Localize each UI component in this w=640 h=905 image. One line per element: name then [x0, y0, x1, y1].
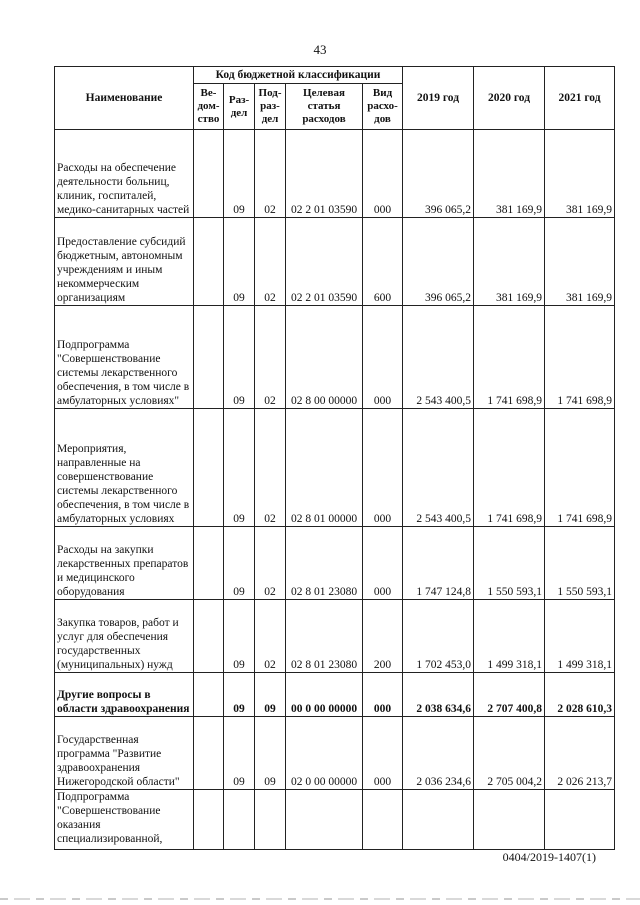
row-2021: 1 741 698,9	[545, 409, 615, 527]
row-vid: 000	[363, 673, 403, 717]
row-target: 02 2 01 03590	[286, 218, 363, 306]
scan-edge-artifact	[0, 898, 640, 900]
header-target: Целевая статья расходов	[286, 84, 363, 130]
header-vid: Вид расхо- дов	[363, 84, 403, 130]
row-razdel: 09	[224, 306, 255, 409]
row-2019: 396 065,2	[403, 130, 474, 218]
row-razdel: 09	[224, 673, 255, 717]
row-podrazdel: 02	[255, 527, 286, 600]
header-2021: 2021 год	[545, 67, 615, 130]
row-target: 02 2 01 03590	[286, 130, 363, 218]
row-2021	[545, 790, 615, 850]
row-2019: 1 747 124,8	[403, 527, 474, 600]
row-2021: 2 026 213,7	[545, 717, 615, 790]
row-podrazdel: 02	[255, 409, 286, 527]
row-razdel: 09	[224, 409, 255, 527]
row-target: 02 8 01 23080	[286, 527, 363, 600]
header-name: Наименование	[55, 67, 194, 130]
row-vid: 000	[363, 409, 403, 527]
page-number: 43	[313, 42, 327, 57]
row-target: 02 8 01 23080	[286, 600, 363, 673]
row-vid: 000	[363, 717, 403, 790]
row-name: Мероприятия, направленные на совершенствование системы лекарственного обеспечения, в том числе в амбулаторных условиях	[55, 409, 194, 527]
row-razdel: 09	[224, 527, 255, 600]
row-2020: 2 705 004,2	[474, 717, 545, 790]
row-vedomstvo	[194, 130, 224, 218]
row-2019	[403, 790, 474, 850]
row-name: Государственная программа "Развитие здравоохранения Нижегородской области"	[55, 717, 194, 790]
row-name: Закупка товаров, работ и услуг для обеспечения государственных (муниципальных) нужд	[55, 600, 194, 673]
row-2021: 381 169,9	[545, 218, 615, 306]
row-name: Расходы на обеспечение деятельности больниц, клиник, госпиталей, медико-санитарных частей	[55, 130, 194, 218]
row-vid: 600	[363, 218, 403, 306]
row-2019: 396 065,2	[403, 218, 474, 306]
row-podrazdel: 02	[255, 600, 286, 673]
row-name: Подпрограмма "Совершенствование системы лекарственного обеспечения, в том числе в амбулаторных условиях"	[55, 306, 194, 409]
row-2021: 381 169,9	[545, 130, 615, 218]
row-target: 02 8 00 00000	[286, 306, 363, 409]
table-row	[55, 306, 615, 409]
row-vid: 000	[363, 527, 403, 600]
row-vid: 200	[363, 600, 403, 673]
row-2020: 2 707 400,8	[474, 673, 545, 717]
row-2019: 2 543 400,5	[403, 306, 474, 409]
row-vedomstvo	[194, 717, 224, 790]
row-2021: 2 028 610,3	[545, 673, 615, 717]
row-vedomstvo	[194, 218, 224, 306]
row-2019: 1 702 453,0	[403, 600, 474, 673]
row-podrazdel: 09	[255, 673, 286, 717]
row-razdel: 09	[224, 717, 255, 790]
table-row	[55, 600, 615, 673]
row-podrazdel: 09	[255, 717, 286, 790]
row-podrazdel: 02	[255, 130, 286, 218]
row-2020	[474, 790, 545, 850]
row-2020: 381 169,9	[474, 130, 545, 218]
row-target	[286, 790, 363, 850]
row-2020: 1 741 698,9	[474, 409, 545, 527]
row-target: 00 0 00 00000	[286, 673, 363, 717]
table-row	[55, 717, 615, 790]
header-2020: 2020 год	[474, 67, 545, 130]
row-2020: 1 550 593,1	[474, 527, 545, 600]
row-podrazdel	[255, 790, 286, 850]
header-vedomstvo: Ве- дом- ство	[194, 84, 224, 130]
row-vedomstvo	[194, 673, 224, 717]
table-row	[55, 673, 615, 717]
table-row	[55, 130, 615, 218]
row-vid	[363, 790, 403, 850]
row-2021: 1 499 318,1	[545, 600, 615, 673]
table-row	[55, 527, 615, 600]
row-2020: 1 741 698,9	[474, 306, 545, 409]
row-vedomstvo	[194, 306, 224, 409]
row-2019: 2 543 400,5	[403, 409, 474, 527]
row-razdel	[224, 790, 255, 850]
header-razdel: Раз- дел	[224, 84, 255, 130]
table-row	[55, 218, 615, 306]
row-name: Расходы на закупки лекарственных препаратов и медицинского оборудования	[55, 527, 194, 600]
row-vedomstvo	[194, 790, 224, 850]
row-target: 02 0 00 00000	[286, 717, 363, 790]
row-name: Другие вопросы в области здравоохранения	[55, 673, 194, 717]
table-row	[55, 790, 615, 850]
row-2020: 1 499 318,1	[474, 600, 545, 673]
budget-table	[54, 66, 615, 850]
table-row	[55, 409, 615, 527]
header-podrazdel: Под- раз- дел	[255, 84, 286, 130]
header-code-group: Код бюджетной классификации	[194, 67, 403, 84]
row-2019: 2 036 234,6	[403, 717, 474, 790]
row-vedomstvo	[194, 409, 224, 527]
row-target: 02 8 01 00000	[286, 409, 363, 527]
header-2019: 2019 год	[403, 67, 474, 130]
row-vid: 000	[363, 130, 403, 218]
row-2021: 1 741 698,9	[545, 306, 615, 409]
row-name: Подпрограмма "Совершенствование оказания специализированной,	[55, 790, 194, 850]
row-name: Предоставление субсидий бюджетным, автономным учреждениям и иным некоммерческим организациям	[55, 218, 194, 306]
row-2019: 2 038 634,6	[403, 673, 474, 717]
document-code: 0404/2019-1407(1)	[502, 850, 596, 864]
row-razdel: 09	[224, 130, 255, 218]
row-podrazdel: 02	[255, 306, 286, 409]
row-2020: 381 169,9	[474, 218, 545, 306]
row-razdel: 09	[224, 218, 255, 306]
row-2021: 1 550 593,1	[545, 527, 615, 600]
row-vedomstvo	[194, 527, 224, 600]
row-vedomstvo	[194, 600, 224, 673]
row-podrazdel: 02	[255, 218, 286, 306]
row-razdel: 09	[224, 600, 255, 673]
row-vid: 000	[363, 306, 403, 409]
